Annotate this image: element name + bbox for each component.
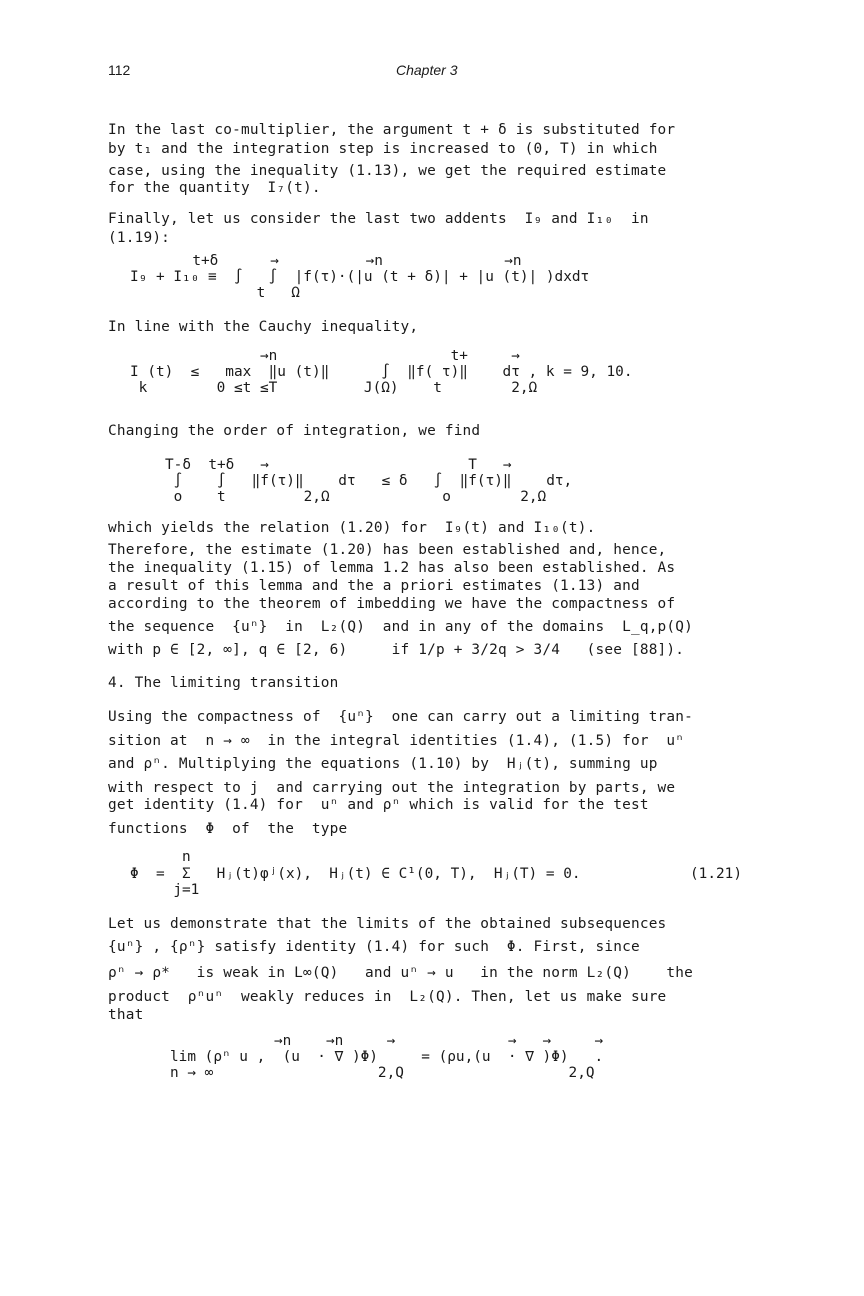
paragraph-7-line-3: ρⁿ → ρ* is weak in L∞(Q) and uⁿ → u in the norm L₂(Q) the <box>108 965 694 981</box>
paragraph-5-line-1: which yields the relation (1.20) for I₉(t) and I₁₀(t). <box>108 520 596 536</box>
paragraph-7-line-4: product ρⁿuⁿ weakly reduces in L₂(Q). Then, let us make sure <box>108 989 667 1005</box>
page-number: 112 <box>108 62 131 78</box>
paragraph-5-line-7: with p ∈ [2, ∞], q ∈ [2, 6) if 1/p + 3/2q > 3/4 (see [88]). <box>108 642 685 658</box>
chapter-title: Chapter 3 <box>396 62 458 78</box>
paragraph-5-line-6: the sequence {uⁿ} in L₂(Q) and in any of the domains L_q,p(Q) <box>108 619 694 635</box>
paragraph-6-line-4: with respect to j and carrying out the integration by parts, we <box>108 780 676 796</box>
paragraph-6-line-6: functions Φ of the type <box>108 821 348 837</box>
paragraph-7-line-2: {uⁿ} , {ρⁿ} satisfy identity (1.4) for such Φ. First, since <box>108 939 640 955</box>
equation-4-label: (1.21) <box>690 866 742 882</box>
paragraph-1-line-4: for the quantity I₇(t). <box>108 180 321 196</box>
paragraph-3: In line with the Cauchy inequality, <box>108 319 419 335</box>
paragraph-5-line-5: according to the theorem of imbedding we have the compactness of <box>108 596 676 612</box>
paragraph-2-line-1: Finally, let us consider the last two addents I₉ and I₁₀ in <box>108 211 649 227</box>
paragraph-6-line-2: sition at n → ∞ in the integral identities (1.4), (1.5) for uⁿ <box>108 733 685 749</box>
paragraph-6-line-5: get identity (1.4) for uⁿ and ρⁿ which is valid for the test <box>108 797 649 813</box>
paragraph-1-line-2: by t₁ and the integration step is increased to (0, T) in which <box>108 141 658 157</box>
paragraph-6-line-1: Using the compactness of {uⁿ} one can carry out a limiting tran- <box>108 709 694 725</box>
paragraph-5-line-3: the inequality (1.15) of lemma 1.2 has also been established. As <box>108 560 676 576</box>
paragraph-5-line-4: a result of this lemma and the a priori estimates (1.13) and <box>108 578 640 594</box>
paragraph-1-line-1: In the last co-multiplier, the argument t + δ is substituted for <box>108 122 676 138</box>
section-heading: 4. The limiting transition <box>108 675 339 691</box>
paragraph-1-line-3: case, using the inequality (1.13), we get the required estimate <box>108 163 667 179</box>
paragraph-7-line-1: Let us demonstrate that the limits of the obtained subsequences <box>108 916 667 932</box>
paragraph-2-line-2: (1.19): <box>108 230 171 246</box>
paragraph-5-line-2: Therefore, the estimate (1.20) has been established and, hence, <box>108 542 667 558</box>
paragraph-6-line-3: and ρⁿ. Multiplying the equations (1.10) by Hⱼ(t), summing up <box>108 756 658 772</box>
paragraph-7-line-5: that <box>108 1007 144 1023</box>
paragraph-4: Changing the order of integration, we find <box>108 423 481 439</box>
